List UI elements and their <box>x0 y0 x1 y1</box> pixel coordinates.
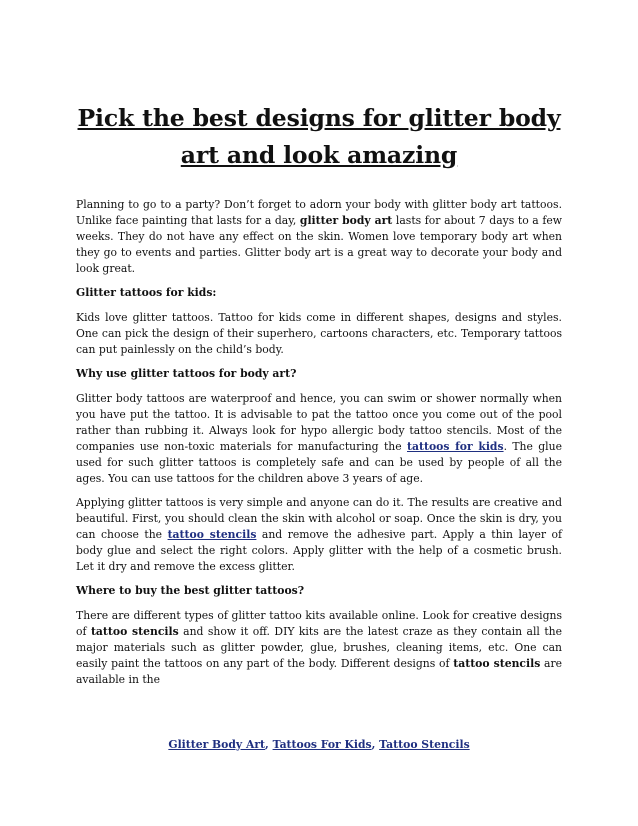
footer-link-tattoos-for-kids[interactable]: Tattoos For Kids <box>272 738 372 751</box>
article-body <box>76 197 562 688</box>
footer-link-tattoo-stencils[interactable]: Tattoo Stencils <box>379 738 470 751</box>
applying-paragraph <box>76 495 562 575</box>
page-title <box>76 100 562 174</box>
kids-heading: Glitter tattoos for kids: <box>76 286 217 299</box>
where-paragraph <box>76 608 562 688</box>
applying-text-1: Applying glitter tattoos is very simple and anyone can do it. The results are creative and beautiful. First, you should clean the skin with alcohol or soap. Once the skin is dry, you can choose the <box>76 496 562 541</box>
where-bold-keyword-2: tattoo stencils <box>453 657 541 670</box>
footer-separator: , <box>371 738 380 751</box>
intro-text-1: Planning to go to a party? Don’t forget to adorn your body with glitter body art tattoos. Unlike face painting that lasts for a day, <box>76 198 562 227</box>
where-text-2: and show it off. DIY kits are the latest craze as they contain all the major materials such as glitter powder, glue, brushes, cleaning items, etc. One can easily paint the tattoos on any part of the body. Different designs of <box>76 625 563 670</box>
intro-paragraph <box>76 197 562 277</box>
intro-bold-keyword: glitter body art <box>299 214 393 227</box>
where-heading: Where to buy the best glitter tattoos? <box>76 584 305 597</box>
why-paragraph <box>76 391 562 487</box>
footer-separator: , <box>265 738 273 751</box>
applying-text-2: and remove the adhesive part. Apply a thin layer of body glue and select the right colors. Apply glitter with the help of a cosmetic brush. Let it dry and remove the excess glitter. <box>76 528 562 573</box>
document-page <box>76 0 562 696</box>
why-text-2: . The glue used for such glitter tattoos is completely safe and can be used by people of all the ages. You can use tattoos for the children above 3 years of age. <box>76 440 562 485</box>
tattoo-stencils-link[interactable]: tattoo stencils <box>167 528 257 541</box>
tattoos-for-kids-link[interactable]: tattoos for kids <box>407 440 504 453</box>
footer-links <box>0 737 638 753</box>
title-line-2: art and look amazing <box>180 141 458 169</box>
where-text-1: There are different types of glitter tattoo kits available online. Look for creative designs of <box>76 609 562 638</box>
footer-link-glitter-body-art[interactable]: Glitter Body Art <box>168 738 266 751</box>
where-text-3: are available in the <box>76 657 562 686</box>
intro-text-2: lasts for about 7 days to a few weeks. They do not have any effect on the skin. Women love temporary body art when they go to events and parties. Glitter body art is a great way to decorate your body and look great. <box>76 214 562 275</box>
why-heading: Why use glitter tattoos for body art? <box>76 367 297 380</box>
kids-paragraph: Kids love glitter tattoos. Tattoo for kids come in different shapes, designs and styles. One can pick the design of their superhero, cartoons characters, etc. Temporary tattoos can put painlessly on the child’s body. <box>76 311 562 356</box>
why-text-1: Glitter body tattoos are waterproof and hence, you can swim or shower normally when you have put the tattoo. It is advisable to pat the tattoo once you come out of the pool rather than rubbing it. Always look for hypo allergic body tattoo stencils. Most of the companies use non-toxic materials for manufacturing the <box>76 392 562 453</box>
where-bold-keyword-1: tattoo stencils <box>90 625 179 638</box>
title-line-1: Pick the best designs for glitter body <box>77 104 561 132</box>
